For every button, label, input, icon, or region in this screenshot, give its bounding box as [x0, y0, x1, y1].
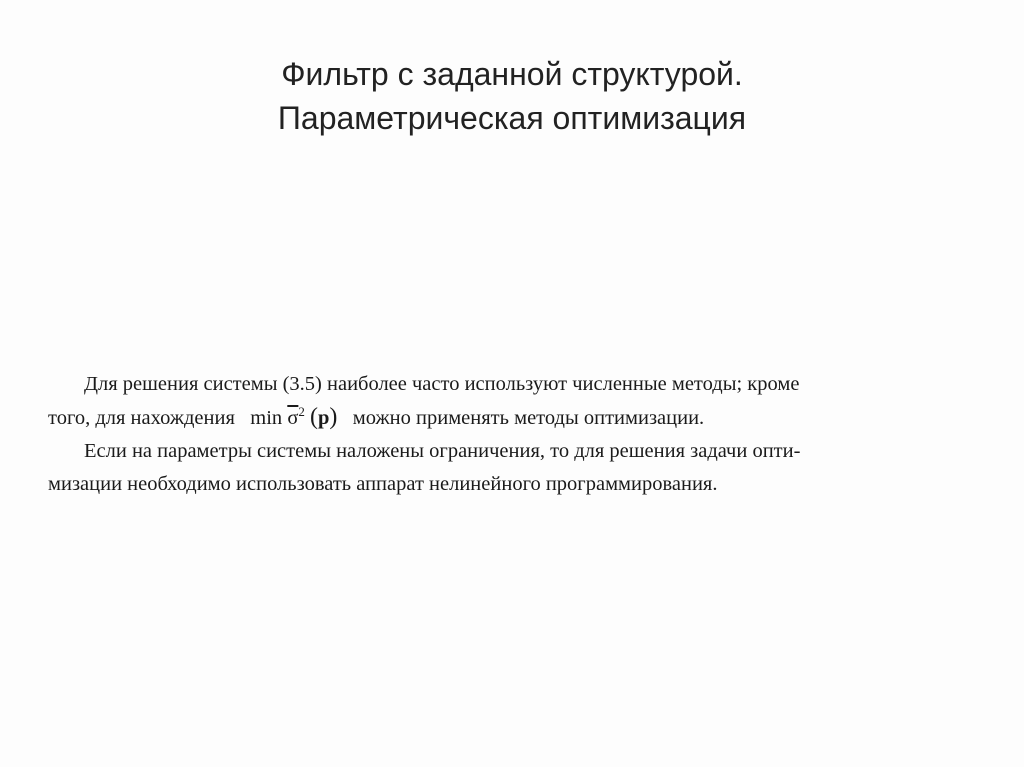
formula-variable: p	[318, 407, 330, 429]
paragraph-2-line-1: Если на параметры системы наложены ограничения, то для решения задачи опти-	[84, 440, 801, 462]
paragraph-1-line-2-end: можно применять методы оптимизации.	[352, 407, 705, 429]
paragraph-1-line-2-start: того, для нахождения	[48, 407, 235, 429]
paragraph-1-line-2	[48, 401, 970, 435]
paragraph-1-line-1: Для решения системы (3.5) наиболее часто используют численные методы; кроме	[84, 373, 800, 395]
slide-title	[0, 52, 1024, 140]
formula-close-paren: )	[329, 404, 338, 430]
formula-open-paren: (	[310, 404, 318, 430]
title-line-1: Фильтр с заданной структурой.	[281, 56, 743, 92]
formula-power: 2	[298, 404, 305, 420]
title-line-2: Параметрическая оптимизация	[277, 100, 747, 136]
paragraph-2-line-2: мизации необходимо использовать аппарат нелинейного программирования.	[48, 473, 718, 495]
formula-min-sigma	[250, 404, 342, 430]
body-text	[48, 368, 970, 501]
formula-min: min	[250, 407, 283, 429]
formula-sigma: $\overline{\sigma}$	[287, 407, 299, 429]
